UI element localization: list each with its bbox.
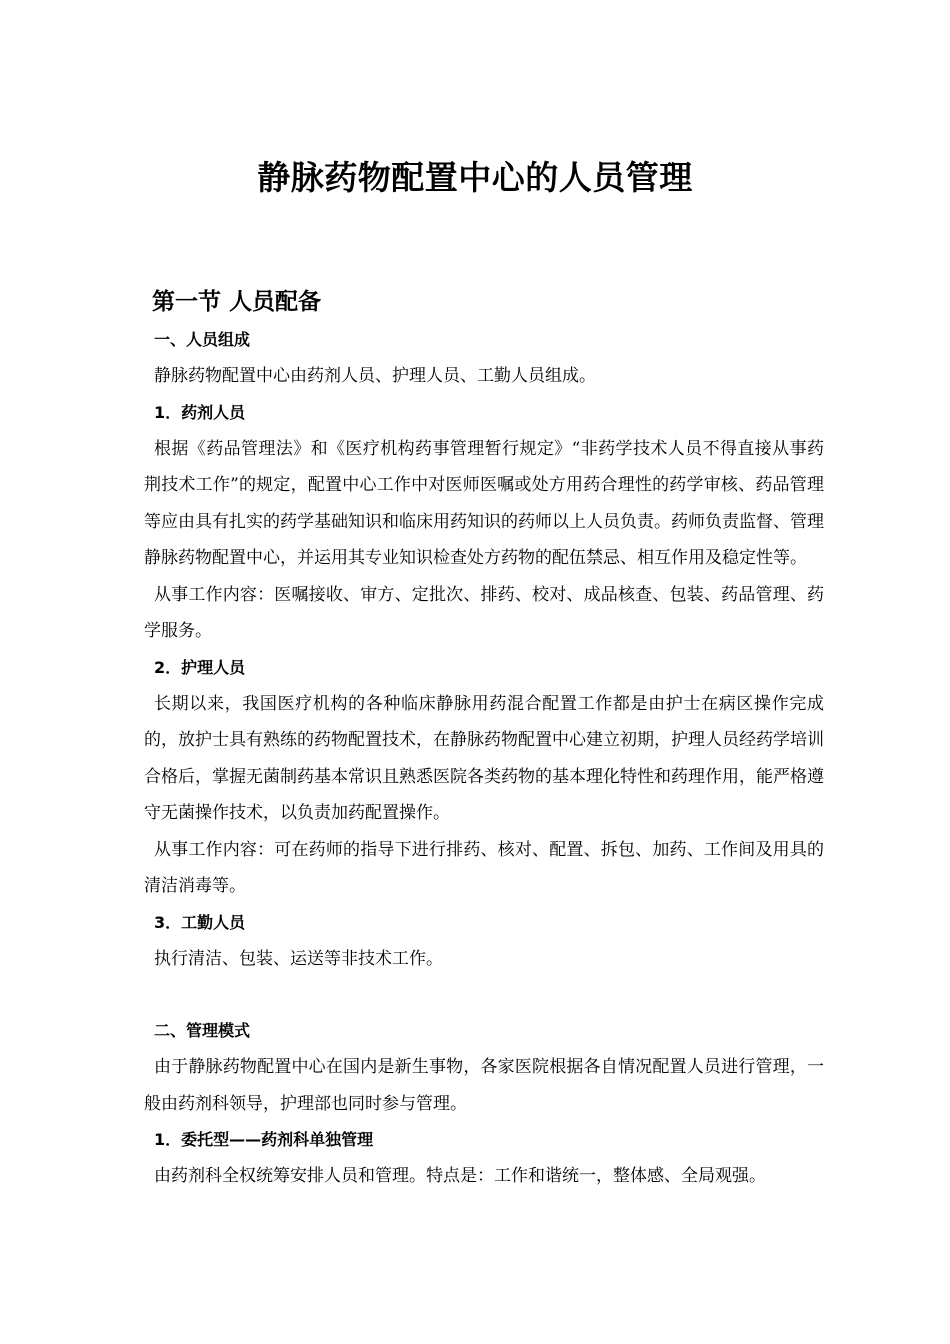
document-body (144, 282, 824, 1195)
paragraph-support-duties: 执行清洁、包装、运送等非技术工作。 (154, 948, 443, 969)
paragraph-management-intro: 由于静脉药物配置中心在国内是新生事物，各家医院根据各自情况配置人员进行管理，一般由药剂科领导，护理部也同时参与管理。 (144, 1057, 824, 1114)
subheading-entrusted-type: 1．委托型——药剂科单独管理 (154, 1130, 374, 1149)
spacer (144, 977, 824, 1013)
paragraph-nursing-duties: 从事工作内容：可在药师的指导下进行排药、核对、配置、拆包、加药、工作间及用具的清洁消毒等。 (144, 839, 824, 896)
section-heading-staffing: 第一节 人员配备 (152, 289, 322, 315)
paragraph-nursing-staff: 长期以来，我国医疗机构的各种临床静脉用药混合配置工作都是由护士在病区操作完成的，放护士具有熟练的药物配置技术，在静脉药物配置中心建立初期，护理人员经药学培训合格后，掌握无菌制药基本常识且熟悉医院各类药物的基本理化特性和药理作用，能严格遵守无菌操作技术，以负责加药配置操作。 (144, 693, 824, 823)
paragraph-pharmacy-duties: 从事工作内容：医嘱接收、审方、定批次、排药、校对、成品核查、包装、药品管理、药学服务。 (144, 584, 824, 641)
subheading-management-mode: 二、管理模式 (154, 1021, 251, 1040)
paragraph-composition-intro: 静脉药物配置中心由药剂人员、护理人员、工勤人员组成。 (154, 366, 596, 386)
paragraph-entrusted-type: 由药剂科全权统筹安排人员和管理。特点是：工作和谐统一，整体感、全局观强。 (154, 1166, 766, 1186)
subheading-pharmacy-staff: 1．药剂人员 (154, 402, 246, 422)
subheading-support-staff: 3．工勤人员 (154, 912, 246, 932)
subheading-nursing-staff: 2．护理人员 (154, 657, 246, 677)
document-title: 静脉药物配置中心的人员管理 (257, 158, 693, 197)
subheading-staff-composition: 一、人员组成 (154, 330, 251, 349)
paragraph-pharmacy-staff: 根据《药品管理法》和《医疗机构药事管理暂行规定》“非药学技术人员不得直接从事药荆技术工作”的规定，配置中心工作中对医师医嘱或处方用药合理性的药学审核、药品管理等应由具有扎实的药学基础知识和临床用药知识的药师以上人员负责。药师负责监督、管理静脉药物配置中心，并运用其专业知识检查处方药物的配伍禁忌、相互作用及稳定性等。 (144, 438, 824, 568)
